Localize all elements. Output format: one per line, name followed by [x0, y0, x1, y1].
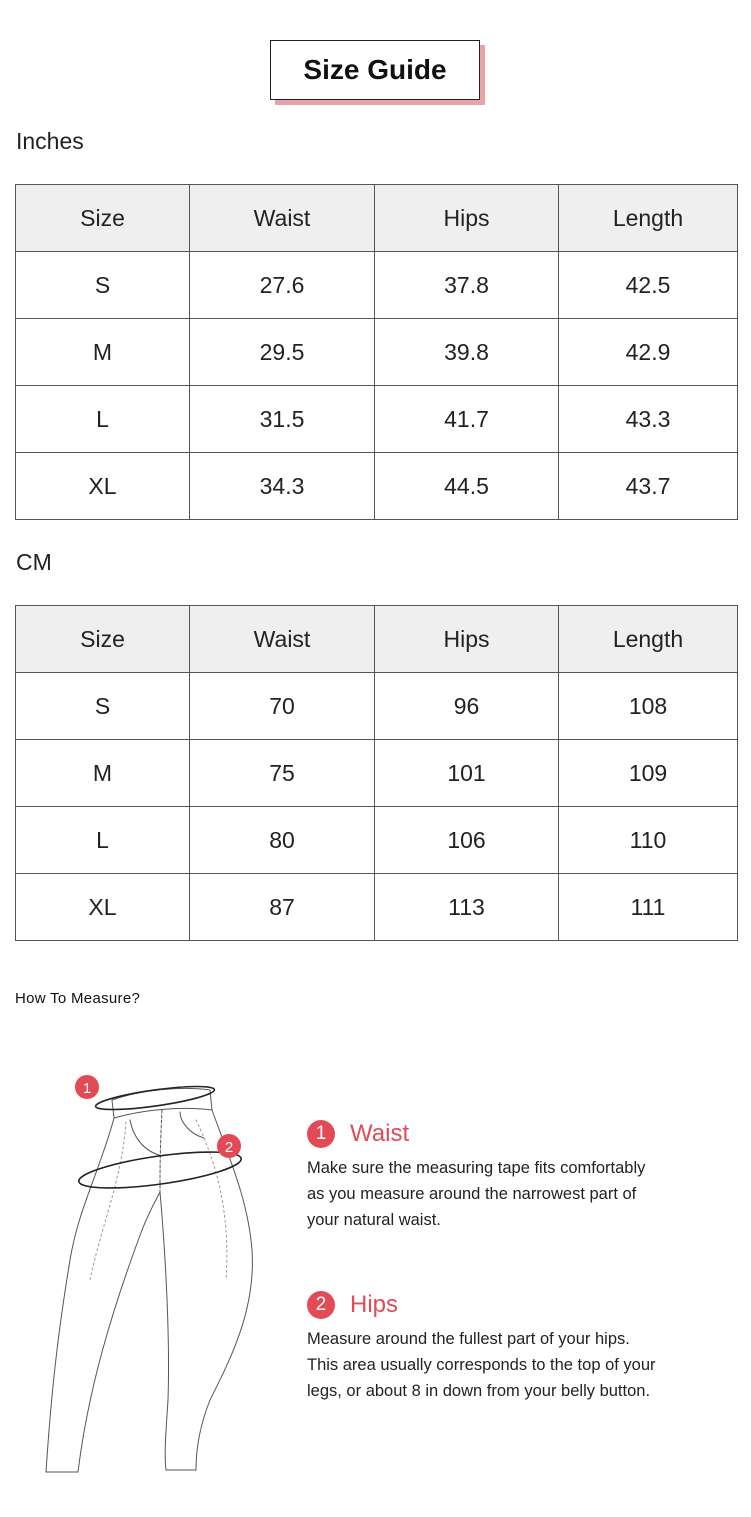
table-row — [16, 453, 738, 520]
header-hips: Hips — [375, 606, 559, 673]
how-to-measure-title: How To Measure? — [15, 990, 141, 1007]
table-row — [16, 807, 738, 874]
hips-text-line: Measure around the fullest part of your hips. — [307, 1330, 630, 1348]
cell-hips: 41.7 — [375, 386, 559, 453]
cell-hips: 39.8 — [375, 319, 559, 386]
cell-hips: 44.5 — [375, 453, 559, 520]
cell-hips: 96 — [375, 673, 559, 740]
table-row — [16, 673, 738, 740]
hips-text-line: legs, or about 8 in down from your belly button. — [307, 1382, 651, 1400]
page-title: Size Guide — [303, 54, 447, 85]
table-row — [16, 252, 738, 319]
cell-waist: 80 — [190, 807, 375, 874]
cell-length: 108 — [559, 673, 738, 740]
hips-heading — [307, 1290, 727, 1320]
cell-length: 111 — [559, 874, 738, 941]
cell-length: 42.9 — [559, 319, 738, 386]
header-waist: Waist — [190, 185, 375, 252]
waist-text-line: Make sure the measuring tape fits comfortably — [307, 1159, 646, 1177]
table-row — [16, 386, 738, 453]
cell-length: 109 — [559, 740, 738, 807]
cell-waist: 34.3 — [190, 453, 375, 520]
cell-waist: 31.5 — [190, 386, 375, 453]
cell-length: 110 — [559, 807, 738, 874]
waist-text-line: your natural waist. — [307, 1211, 441, 1229]
header-waist: Waist — [190, 606, 375, 673]
cm-table — [15, 605, 738, 941]
inches-table — [15, 184, 738, 520]
waist-instructions — [307, 1119, 727, 1233]
waist-description — [307, 1155, 727, 1233]
header-length: Length — [559, 185, 738, 252]
hips-number-badge: 2 — [307, 1291, 335, 1319]
header-length: Length — [559, 606, 738, 673]
svg-text:1: 1 — [82, 1080, 92, 1097]
cell-size: XL — [16, 453, 190, 520]
cell-waist: 87 — [190, 874, 375, 941]
hips-label: Hips — [350, 1291, 399, 1318]
waist-number-badge: 1 — [307, 1120, 335, 1148]
header-hips: Hips — [375, 185, 559, 252]
cell-hips: 106 — [375, 807, 559, 874]
cell-hips: 37.8 — [375, 252, 559, 319]
cell-length: 43.3 — [559, 386, 738, 453]
svg-text:2: 2 — [224, 1139, 234, 1156]
cell-size: S — [16, 673, 190, 740]
table-row — [16, 740, 738, 807]
hips-marker-icon — [217, 1134, 241, 1158]
waist-heading — [307, 1119, 727, 1149]
inches-section-label: Inches — [16, 128, 84, 154]
hips-description — [307, 1326, 727, 1404]
table-row — [16, 319, 738, 386]
cell-length: 42.5 — [559, 252, 738, 319]
header-size: Size — [16, 606, 190, 673]
cell-size: S — [16, 252, 190, 319]
header-size: Size — [16, 185, 190, 252]
cell-size: M — [16, 740, 190, 807]
hips-text-line: This area usually corresponds to the top of your — [307, 1356, 656, 1374]
cell-waist: 70 — [190, 673, 375, 740]
cell-waist: 27.6 — [190, 252, 375, 319]
waist-text-line: as you measure around the narrowest part of — [307, 1185, 637, 1203]
cm-section-label: CM — [16, 549, 52, 575]
size-guide-title-box — [270, 40, 480, 100]
table-header-row — [16, 606, 738, 673]
hips-instructions — [307, 1290, 727, 1404]
cell-hips: 101 — [375, 740, 559, 807]
table-header-row — [16, 185, 738, 252]
cell-size: L — [16, 807, 190, 874]
cell-hips: 113 — [375, 874, 559, 941]
waist-label: Waist — [350, 1120, 410, 1147]
cell-length: 43.7 — [559, 453, 738, 520]
jeans-illustration — [30, 1060, 280, 1480]
waist-marker-icon — [75, 1075, 99, 1099]
cell-size: XL — [16, 874, 190, 941]
cell-waist: 29.5 — [190, 319, 375, 386]
cell-size: L — [16, 386, 190, 453]
table-row — [16, 874, 738, 941]
cell-size: M — [16, 319, 190, 386]
cell-waist: 75 — [190, 740, 375, 807]
